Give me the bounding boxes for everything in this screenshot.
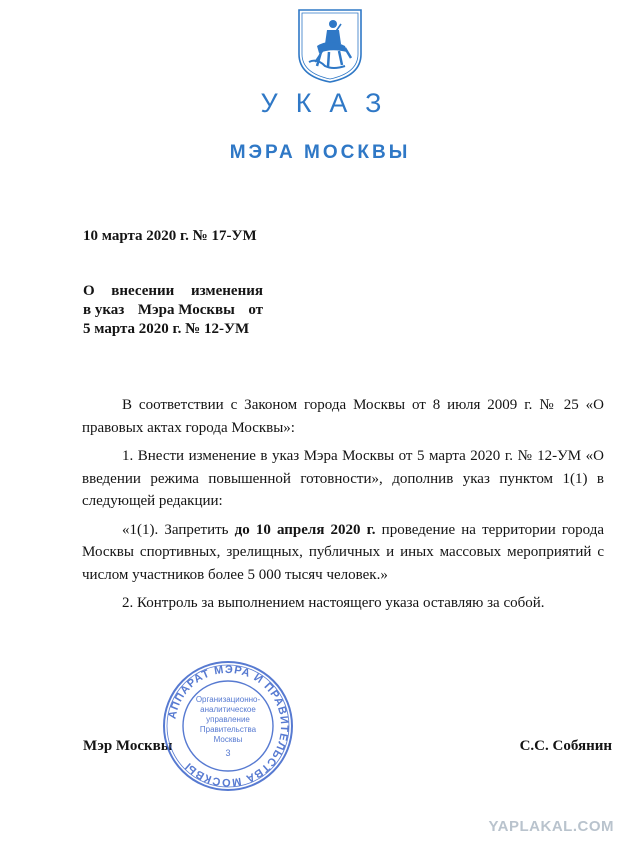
svg-text:аналитическое: аналитическое <box>200 705 256 714</box>
decree-date-number: 10 марта 2020 г. № 17-УМ <box>83 228 257 244</box>
subject-line-3: 5 марта 2020 г. № 12-УМ <box>83 321 250 337</box>
official-stamp <box>160 658 296 794</box>
subject-line-1: О внесении изменения <box>83 283 263 299</box>
svg-text:Москвы: Москвы <box>213 735 243 744</box>
moscow-coat-of-arms-icon <box>295 6 365 84</box>
subject-line-2: в указ Мэра Москвы от <box>83 302 263 318</box>
item-1-paragraph: 1. Внести изменение в указ Мэра Москвы от 5 марта 2020 г. № 12-УМ «О введении режима повышенной готовности», дополнив указ пунктом 1(1) в следующей редакции: <box>82 448 604 509</box>
svg-text:3: 3 <box>225 748 231 758</box>
preamble-paragraph: В соответствии с Законом города Москвы от 8 июля 2009 г. № 25 «О правовых актах города Москвы»: <box>82 397 604 436</box>
document-title: УКАЗ <box>260 88 400 118</box>
item-2-paragraph: 2. Контроль за выполнением настоящего указа оставляю за собой. <box>122 595 545 611</box>
signer-title: Мэр Москвы <box>83 738 173 754</box>
site-watermark: YAPLAKAL.COM <box>488 818 614 835</box>
svg-text:Организационно-: Организационно- <box>195 695 261 704</box>
quote-paragraph: «1(1). Запретить до 10 апреля 2020 г. проведение на территории города Москвы спортивных, зрелищных, публичных и иных массовых мероприятий с числом участников более 5 000 тысяч человек.» <box>82 521 604 583</box>
decree-body <box>82 394 604 615</box>
svg-text:управление: управление <box>206 715 250 724</box>
svg-text:АППАРАТ МЭРА И ПРАВИТЕЛЬСТВА М: АППАРАТ МЭРА И ПРАВИТЕЛЬСТВА МОСКВЫ <box>166 663 291 789</box>
document-subtitle: МЭРА МОСКВЫ <box>229 142 411 163</box>
decree-subject <box>83 282 263 339</box>
svg-text:Правительства: Правительства <box>199 725 257 734</box>
signer-name: С.С. Собянин <box>519 738 612 754</box>
deadline-date: до 10 апреля 2020 г. <box>234 521 376 538</box>
